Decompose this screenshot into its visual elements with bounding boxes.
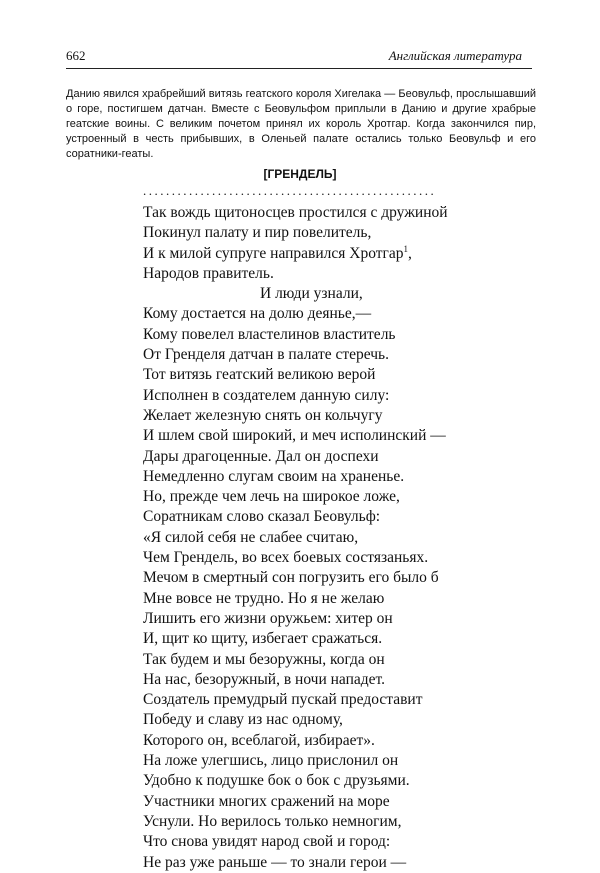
verse-line: Мечом в смертный сон погрузить его было б	[143, 569, 439, 587]
verse-line: Победу и славу из нас одному,	[143, 711, 343, 729]
verse-line: Которого он, всеблагой, избирает».	[143, 731, 375, 749]
verse-line: Чем Грендель, во всех боевых состязаньях.	[143, 549, 429, 567]
verse-text: ,	[408, 244, 412, 262]
running-title: Английская литература	[388, 48, 522, 63]
verse-line: Тот витязь геатский великою верой	[143, 366, 376, 384]
page-number: 662	[66, 48, 86, 63]
verse-line: Лишить его жизни оружьем: хитер он	[143, 609, 393, 627]
intro-paragraph: Данию явился храбрейший витязь геатского короля Хигелака — Беовульф, прослышавший о горе, постигшем датчан. Вместе с Беовульфом приплыли в Данию и другие храбрые геатские воины. С великим почетом принял их король Хротгар. Когда закончился пир, устроенный в честь прибывших, в Оленьей палате остались только Беовульф и его соратники-геаты.	[66, 88, 536, 160]
verse-line-indented: И люди узнали,	[260, 285, 363, 303]
verse-line: Так будем и мы безоружны, когда он	[143, 650, 385, 668]
verse-line: И, щит ко щиту, избегает сражаться.	[143, 630, 383, 648]
verse-line: Немедленно слугам своим на храненье.	[143, 467, 405, 485]
verse-text: И к милой супруге направился Хротгар	[143, 244, 404, 262]
verse-line: Народов правитель.	[143, 264, 274, 282]
verse-line: Так вождь щитоносцев простился с дружиной	[143, 204, 448, 221]
verse-line	[143, 244, 473, 264]
verse-line: Исполнен в создателем данную силу:	[143, 386, 390, 404]
footnote-mark: 1	[403, 243, 409, 254]
verse-line: Дары драгоценные. Дал он доспехи	[143, 447, 379, 465]
verse-line: Не раз уже раньше — то знали герои —	[143, 853, 407, 871]
verse-line: Покинул палату и пир повелитель,	[143, 224, 372, 242]
verse-line: Что снова увидят народ свой и город:	[143, 833, 391, 851]
verse-line: «Я силой себя не слабее считаю,	[143, 528, 359, 546]
ellipsis-line: ...................................................	[143, 183, 437, 198]
verse-line: Участники многих сражений на море	[143, 792, 390, 810]
verse-line: На нас, безоружный, в ночи нападет.	[143, 670, 386, 688]
verse-line: На ложе улегшись, лицо прислонил он	[143, 752, 399, 770]
verse-line: Желает железную снять он кольчугу	[143, 406, 383, 424]
verse-line: Кому достается на долю деянье,—	[143, 305, 372, 323]
verse-line: Мне вовсе не трудно. Но я не желаю	[143, 589, 385, 607]
verse-line: И шлем свой широкий, и меч исполинский —	[143, 427, 446, 445]
poem	[143, 203, 473, 873]
verse-line: Удобно к подушке бок о бок с друзьями.	[143, 772, 410, 790]
verse-line: Соратникам слово сказал Беовульф:	[143, 508, 381, 526]
verse-line: Кому повелел властелинов властитель	[143, 325, 396, 343]
verse-line: Но, прежде чем лечь на широкое ложе,	[143, 488, 400, 506]
verse-line: Уснули. Но верилось только немногим,	[143, 812, 402, 830]
page-header	[66, 46, 532, 69]
verse-line: Создатель премудрый пускай предоставит	[143, 691, 423, 709]
verse-line: От Гренделя датчан в палате стеречь.	[143, 346, 390, 364]
section-title: [ГРЕНДЕЛЬ]	[263, 167, 337, 181]
